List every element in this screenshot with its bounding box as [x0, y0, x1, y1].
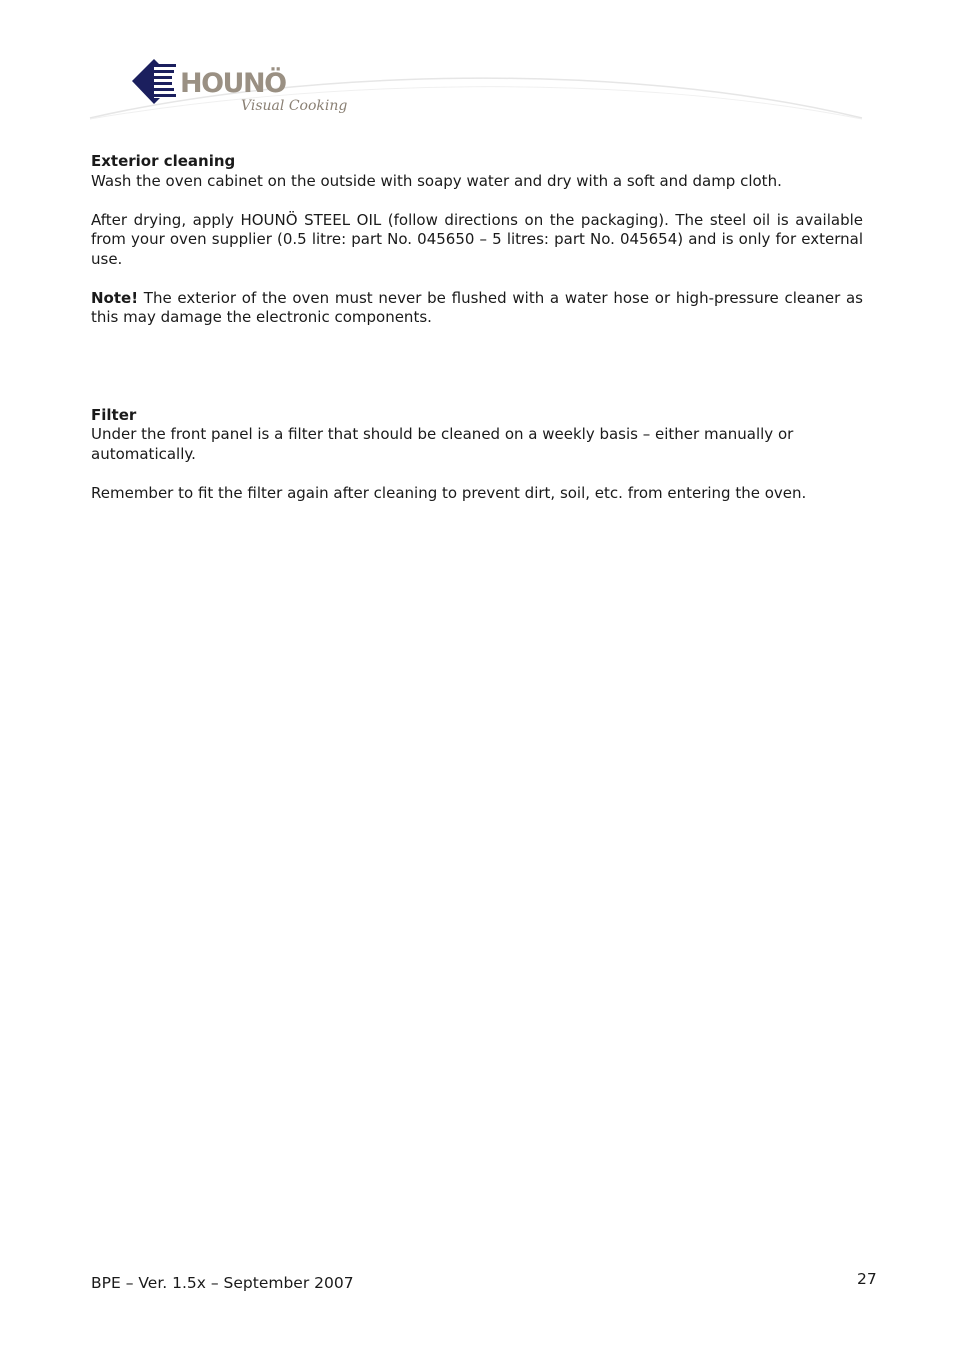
note-label: Note! — [91, 288, 139, 307]
section-heading-exterior: Exterior cleaning — [91, 152, 236, 170]
logo-brand-text: HOUNÖ — [180, 68, 286, 99]
filter-paragraph-1: Under the front panel is a filter that should be cleaned on a weekly basis – either manually or automatically. — [91, 425, 794, 463]
exterior-paragraph-1: Wash the oven cabinet on the outside with soapy water and dry with a soft and damp cloth. — [91, 171, 782, 190]
footer-version: BPE – Ver. 1.5x – September 2007 — [91, 1274, 354, 1292]
main-content — [91, 152, 863, 503]
logo-tagline-text: Visual Cooking — [241, 98, 348, 114]
page-number: 27 — [857, 1270, 877, 1288]
filter-paragraph-2: Remember to fit the filter again after cleaning to prevent dirt, soil, etc. from entering the oven. — [91, 483, 807, 502]
logo-mark-icon — [132, 59, 176, 104]
note-text: The exterior of the oven must never be flushed with a water hose or high-pressure cleaner as this may damage the electronic components. — [91, 288, 863, 326]
exterior-note — [91, 289, 863, 328]
hauno-logo — [0, 0, 954, 130]
exterior-paragraph-2: After drying, apply HOUNÖ STEEL OIL (follow directions on the packaging). The steel oil is available from your oven supplier (0.5 litre: part No. 045650 – 5 litres: part No. 045654) and is only for external use. — [91, 210, 863, 268]
section-heading-filter: Filter — [91, 405, 137, 424]
page-header — [0, 0, 954, 130]
